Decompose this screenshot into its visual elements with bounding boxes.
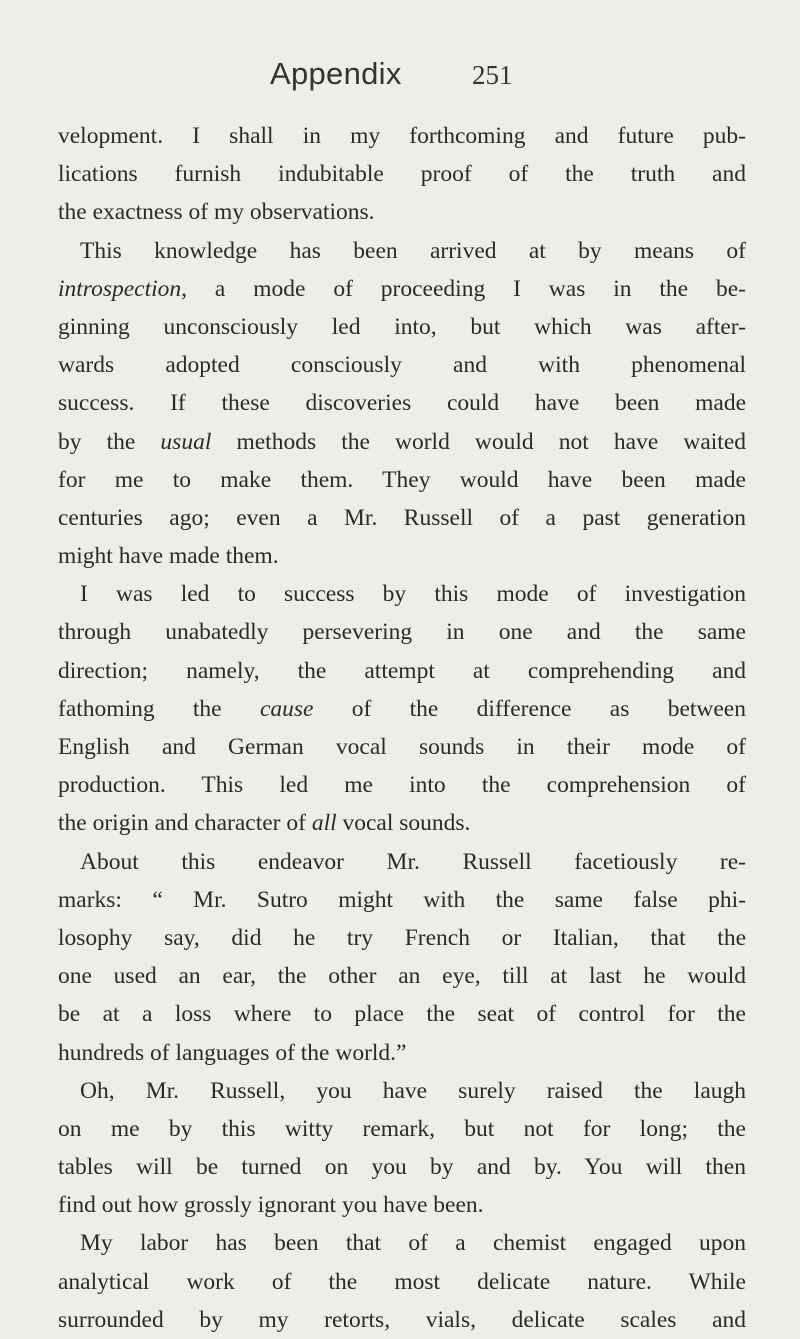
text-span: I was led to success by this mode of investigation: [80, 581, 746, 608]
italic-text: all: [311, 810, 337, 837]
text-span: direction; namely, the attempt at comprehending and: [58, 657, 746, 684]
text-span: the exactness of my observations.: [58, 199, 375, 226]
text-line: [58, 1110, 746, 1148]
italic-text: cause: [259, 695, 314, 722]
text-span: through unabatedly persevering in one and the same: [58, 619, 746, 646]
page-header: [0, 56, 800, 100]
text-span: Oh, Mr. Russell, you have surely raised the laugh: [80, 1077, 746, 1104]
text-span: This knowledge has been arrived at by means of: [80, 237, 746, 264]
text-line: [58, 193, 746, 231]
text-line: [58, 1263, 746, 1301]
text-line: [58, 652, 746, 690]
text-span: be at a loss where to place the seat of control for the: [58, 1001, 746, 1028]
text-span: hundreds of languages of the world.”: [58, 1039, 407, 1066]
text-line: [58, 1186, 746, 1224]
text-line: [58, 1224, 746, 1262]
text-span: centuries ago; even a Mr. Russell of a past generation: [58, 504, 746, 531]
text-line: [58, 117, 746, 155]
italic-text: usual: [160, 428, 212, 455]
text-line: [58, 804, 746, 842]
text-line: [58, 919, 746, 957]
text-span: English and German vocal sounds in their mode of: [58, 734, 746, 760]
text-span: success. If these discoveries could have been made: [58, 390, 746, 417]
text-line: [58, 995, 746, 1033]
running-head: Appendix: [270, 56, 402, 91]
text-line: [58, 384, 746, 422]
text-span: fathoming the: [58, 695, 260, 722]
text-span: the origin and character of: [58, 810, 312, 837]
text-span: for me to make them. They would have been made: [58, 466, 746, 493]
text-line: [58, 1148, 746, 1186]
text-line: [58, 308, 746, 346]
text-span: tables will be turned on you by and by. You will then: [58, 1154, 746, 1181]
italic-text: introspection: [58, 275, 182, 302]
text-span: find out how grossly ignorant you have been.: [58, 1192, 484, 1219]
text-line: [58, 461, 746, 499]
text-span: losophy say, did he try French or Italian, that the: [58, 924, 746, 951]
text-span: by the: [58, 428, 161, 455]
text-span: one used an ear, the other an eye, till at last he would: [58, 963, 746, 990]
text-line: [58, 1072, 746, 1110]
text-line: [58, 499, 746, 537]
text-span: About this endeavor Mr. Russell facetiously re-: [80, 848, 746, 875]
text-span: analytical work of the most delicate nature. While: [58, 1268, 746, 1295]
text-span: vocal sounds.: [336, 810, 471, 837]
text-line: [58, 881, 746, 919]
page-number: 251: [472, 60, 513, 90]
text-line: [58, 1034, 746, 1072]
text-span: My labor has been that of a chemist engaged upon: [80, 1230, 746, 1257]
text-span: , a mode of proceeding I was in the be-: [181, 275, 746, 302]
text-span: ginning unconsciously led into, but which was after-: [58, 313, 746, 340]
text-span: methods the world would not have waited: [211, 428, 747, 455]
text-span: lications furnish indubitable proof of the truth and: [58, 161, 746, 188]
text-span: velopment. I shall in my forthcoming and future pub-: [58, 123, 746, 149]
text-line: [58, 1301, 746, 1339]
text-line: [58, 270, 746, 308]
text-span: production. This led me into the comprehension of: [58, 772, 746, 799]
body-text: [58, 117, 746, 1339]
text-line: [58, 575, 746, 613]
text-span: marks: “ Mr. Sutro might with the same false phi-: [58, 886, 746, 913]
text-line: [58, 728, 746, 766]
text-line: [58, 766, 746, 804]
text-line: [58, 843, 746, 881]
text-span: surrounded by my retorts, vials, delicate scales and: [58, 1306, 746, 1333]
text-line: [58, 346, 746, 384]
text-line: [58, 423, 746, 461]
text-line: [58, 613, 746, 651]
text-line: [58, 957, 746, 995]
text-line: [58, 537, 746, 575]
text-span: wards adopted consciously and with phenomenal: [58, 352, 746, 379]
text-line: [58, 690, 746, 728]
text-span: on me by this witty remark, but not for long; the: [58, 1115, 746, 1142]
text-line: [58, 155, 746, 193]
text-span: might have made them.: [58, 543, 279, 570]
text-line: [58, 232, 746, 270]
text-span: of the difference as between: [313, 695, 746, 722]
